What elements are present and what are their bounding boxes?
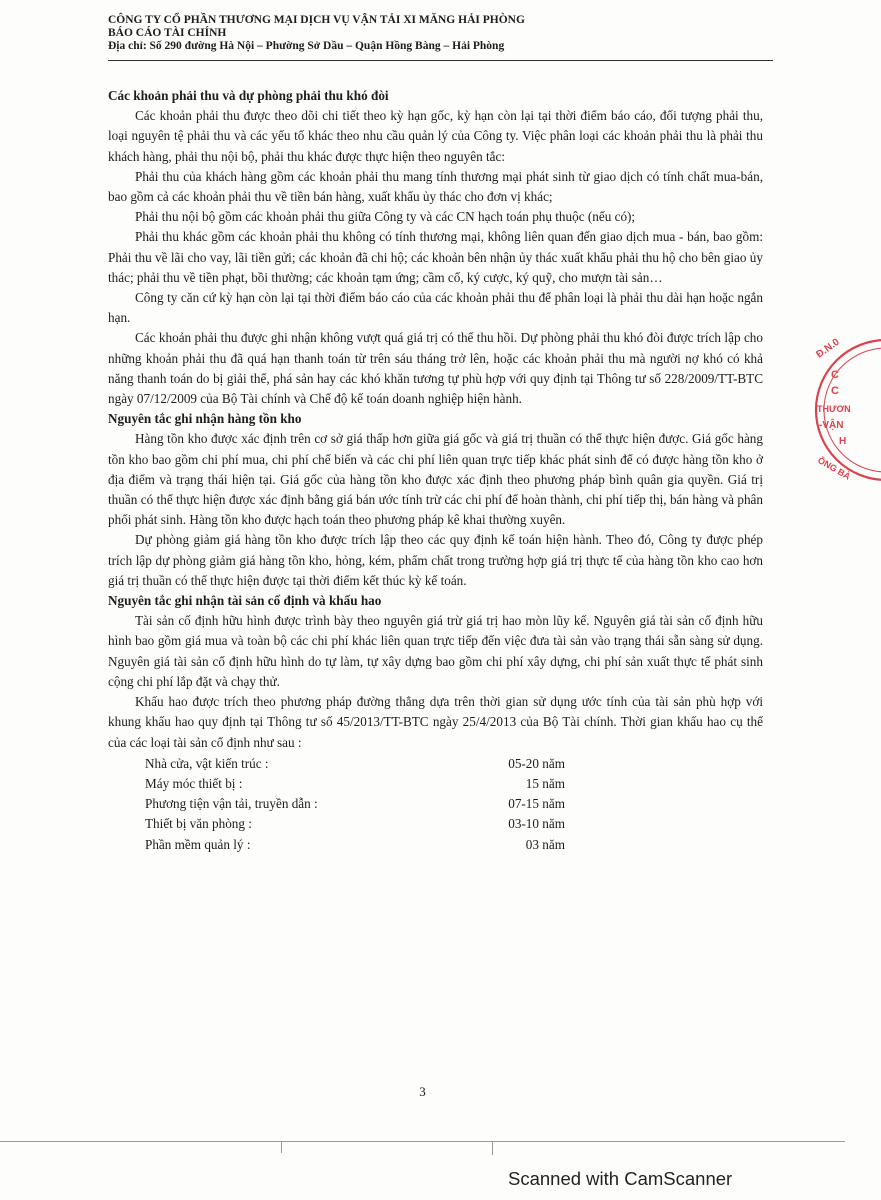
depreciation-table [145, 754, 565, 855]
paragraph: Khấu hao được trích theo phương pháp đường thẳng dựa trên thời gian sử dụng ước tính của tài sản phù hợp với khung khấu hao quy định tại Thông tư số 45/2013/TT-BTC ngày 25/4/2013 của Bộ Tài chính. Thời gian khấu hao cụ thể của các loại tài sản cố định như sau : [108, 694, 763, 750]
paragraph: Dự phòng giảm giá hàng tồn kho được trích lập theo các quy định kế toán hiện hành. Theo đó, Công ty được phép trích lập dự phòng giảm giá hàng tồn kho, hỏng, kém, phẩm chất trong trường hợp giá trị thực tế của hàng tồn kho cao hơn giá trị thuần có thể thực hiện được tại thời điểm kết thúc kỳ kế toán. [108, 532, 763, 588]
asset-years: 07-15 năm [508, 796, 565, 812]
seal-text: -VẬN [819, 420, 844, 431]
company-name: CÔNG TY CỔ PHẦN THƯƠNG MẠI DỊCH VỤ VẬN TẢI XI MĂNG HẢI PHÒNG [108, 14, 525, 26]
paragraph: Phải thu nội bộ gồm các khoản phải thu giữa Công ty và các CN hạch toán phụ thuộc (nếu có); [135, 209, 636, 225]
paragraph: Công ty căn cứ kỳ hạn còn lại tại thời điểm báo cáo của các khoản phải thu để phân loại là phải thu dài hạn hoặc ngắn hạn. [108, 290, 763, 326]
table-row [145, 794, 565, 814]
asset-label: Phần mềm quản lý : [145, 836, 251, 852]
header-rule [108, 60, 773, 61]
seal-text: H [839, 436, 847, 447]
report-title: BÁO CÁO TÀI CHÍNH [108, 27, 227, 39]
asset-label: Máy móc thiết bị : [145, 775, 243, 791]
asset-years: 15 năm [525, 775, 565, 791]
section-title-inventory: Nguyên tắc ghi nhận hàng tồn kho [108, 411, 302, 427]
paragraph: Tài sản cố định hữu hình được trình bày theo nguyên giá trừ giá trị hao mòn lũy kế. Nguyên giá tài sản cố định hữu hình bao gồm giá mua và toàn bộ các chi phí khác liên quan trực tiếp đến việc đưa tài sản vào trạng thái sẵn sàng sử dụng. Nguyên giá tài sản cố định hữu hình do tự làm, tự xây dựng bao gồm chi phí xây dựng, chi phí sản xuất thực tế phát sinh cộng chi phí lắp đặt và chạy thử. [108, 613, 763, 689]
document-header [108, 14, 768, 53]
asset-label: Nhà cửa, vật kiến trúc : [145, 755, 269, 771]
seal-text: ỒNG BÀ [816, 455, 853, 482]
table-row [145, 774, 565, 794]
seal-text: THƯƠN [817, 404, 851, 414]
document-body [108, 86, 763, 855]
seal-text: C [831, 369, 839, 381]
section-title-fixed-assets: Nguyên tắc ghi nhận tài sản cố định và khấu hao [108, 593, 382, 609]
scan-edge-line [0, 1141, 845, 1142]
table-row [145, 835, 565, 855]
paragraph: Hàng tồn kho được xác định trên cơ sở giá thấp hơn giữa giá gốc và giá trị thuần có thể thực hiện được. Giá gốc hàng tồn kho bao gồm chi phí mua, chi phí chế biến và các chi phí liên quan trực tiếp khác phát sinh để có được hàng tồn kho ở địa điểm và trạng thái hiện tại. Giá gốc của hàng tồn kho được xác định theo phương pháp bình quân gia quyền. Giá trị thuần có thể thực hiện được xác định bằng giá bán ước tính trừ các chi phí để hoàn thành, chi phí tiếp thị, bán hàng và phân phối phát sinh. Hàng tồn kho được hạch toán theo phương pháp kê khai thường xuyên. [108, 431, 763, 528]
table-row [145, 814, 565, 834]
company-address: Địa chỉ: Số 290 đường Hà Nội – Phường Sở Dầu – Quận Hồng Bàng – Hải Phòng [108, 40, 505, 52]
seal-text: Đ.N.0 [814, 336, 842, 361]
scan-edge-tick [492, 1141, 493, 1155]
scan-edge-tick [281, 1141, 282, 1153]
asset-years: 03 năm [525, 836, 565, 852]
paragraph: Các khoản phải thu được theo dõi chi tiết theo kỳ hạn gốc, kỳ hạn còn lại tại thời điểm báo cáo, đối tượng phải thu, loại nguyên tệ phải thu và các yếu tố khác theo nhu cầu quản lý của Công ty. Việc phân loại các khoản phải thu là phải thu khách hàng, phải thu nội bộ, phải thu khác được thực hiện theo nguyên tắc: [108, 108, 763, 164]
page-number: 3 [419, 1084, 426, 1099]
paragraph: Phải thu của khách hàng gồm các khoản phải thu mang tính thương mại phát sinh từ giao dịch có tính chất mua-bán, bao gồm cả các khoản phải thu về tiền bán hàng, xuất khẩu ủy thác cho đơn vị khác; [108, 168, 763, 205]
asset-years: 03-10 năm [508, 816, 565, 832]
seal-text: C [831, 385, 839, 397]
company-seal-stamp [811, 330, 881, 490]
section-title-receivables: Các khoản phải thu và dự phòng phải thu khó đòi [108, 88, 389, 103]
camscanner-watermark: Scanned with CamScanner [508, 1168, 733, 1189]
table-row [145, 754, 565, 774]
paragraph: Các khoản phải thu được ghi nhận không vượt quá giá trị có thể thu hồi. Dự phòng phải thu khó đòi được trích lập cho những khoản phải thu đã quá hạn thanh toán từ trên sáu tháng trở lên, hoặc các khoản phải thu mà người nợ khó có khả năng thanh toán do bị giải thể, phá sản hay các khó khăn tương tự phù hợp với quy định tại Thông tư số 228/2009/TT-BTC ngày 07/12/2009 của Bộ Tài chính và Chế độ kế toán doanh nghiệp hiện hành. [108, 330, 763, 407]
asset-label: Thiết bị văn phòng : [145, 816, 252, 832]
asset-label: Phương tiện vận tải, truyền dẫn : [145, 796, 318, 812]
asset-years: 05-20 năm [508, 755, 565, 771]
paragraph: Phải thu khác gồm các khoản phải thu không có tính thương mại, không liên quan đến giao dịch mua - bán, bao gồm: Phải thu về lãi cho vay, lãi tiền gửi; các khoản đã chi hộ; các khoản bên nhận ủy thác xuất khẩu phải thu hộ cho bên giao ủy thác; phải thu về tiền phạt, bồi thường; các khoản tạm ứng; cầm cố, ký cược, ký quỹ, cho mượn tài sản… [108, 229, 763, 285]
